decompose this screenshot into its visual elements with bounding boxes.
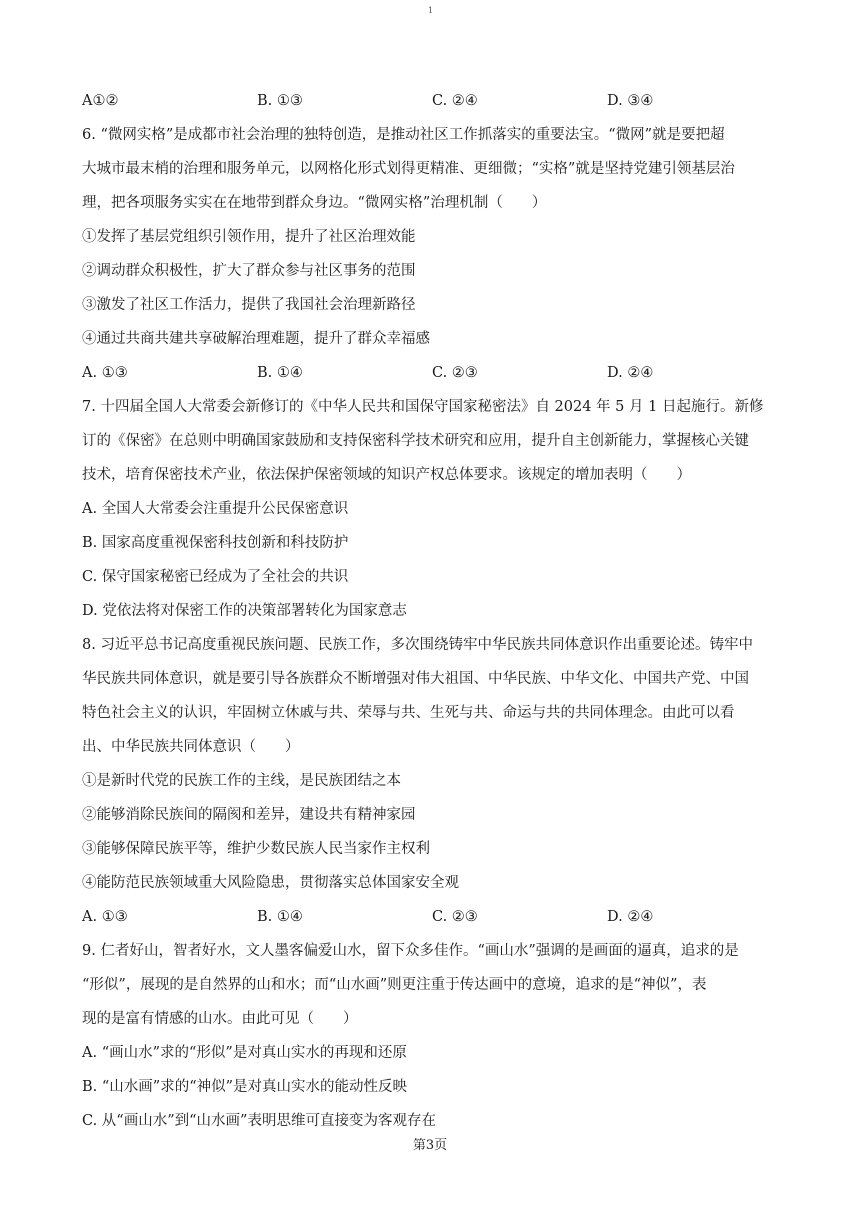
option-b[interactable]: B. “山水画”求的“神似”是对真山实水的能动性反映	[82, 1079, 408, 1095]
question-6-item-3: ③激发了社区工作活力，提供了我国社会治理新路径	[82, 297, 416, 313]
question-7-stem-line-3: 技术，培育保密技术产业，依法保护保密领域的知识产权总体要求。该规定的增加表明（ ）	[82, 467, 691, 483]
option-d[interactable]: D. ②④	[607, 909, 654, 925]
question-6-stem-line-3: 理，把各项服务实实在在地带到群众身边。“微网实格”治理机制（ ）	[82, 195, 547, 211]
question-9-stem-line-3: 现的是富有情感的山水。由此可见（ ）	[82, 1011, 358, 1027]
question-6	[82, 118, 782, 390]
option-c[interactable]: C. ②③	[432, 365, 478, 381]
question-8-stem-line-1: 8. 习近平总书记高度重视民族问题、民族工作，多次围绕铸牢中华民族共同体意识作出重要论述。铸牢中	[82, 637, 753, 653]
option-b[interactable]: B. ①③	[257, 93, 303, 109]
question-8-stem-line-2: 华民族共同体意识，就是要引导各族群众不断增强对伟大祖国、中华民族、中华文化、中国共产党、中国	[82, 671, 749, 687]
option-a[interactable]: A. ①③	[82, 909, 128, 925]
question-6-stem-line-2: 大城市最末梢的治理和服务单元，以网格化形式划得更精准、更细微；“实格”就是坚持党建引领基层治	[82, 161, 735, 177]
question-6-options	[82, 356, 782, 390]
option-b[interactable]: B. ①④	[257, 909, 303, 925]
previous-question-options	[82, 84, 782, 118]
option-a[interactable]: A. 全国人大常委会注重提升公民保密意识	[82, 501, 349, 517]
question-8-item-3: ③能够保障民族平等，维护少数民族人民当家作主权利	[82, 841, 430, 857]
option-a[interactable]: A. “画山水”求的“形似”是对真山实水的再现和还原	[82, 1045, 407, 1061]
option-c[interactable]: C. ②③	[432, 909, 478, 925]
question-8-item-1: ①是新时代党的民族工作的主线，是民族团结之本	[82, 773, 401, 789]
option-c[interactable]: C. 从“画山水”到“山水画”表明思维可直接变为客观存在	[82, 1113, 436, 1129]
option-d[interactable]: D. ②④	[607, 365, 654, 381]
question-8-stem-line-3: 特色社会主义的认识，牢固树立休戚与共、荣辱与共、生死与共、命运与共的共同体理念。由此可以看	[82, 705, 735, 721]
question-6-stem-line-1: 6. “微网实格”是成都市社会治理的独特创造，是推动社区工作抓落实的重要法宝。“微网”就是要把超	[82, 127, 725, 143]
question-7-stem-line-2: 订的《保密》在总则中明确国家鼓励和支持保密科学技术研究和应用，提升自主创新能力，掌握核心关键	[82, 433, 749, 449]
option-c[interactable]: C. 保守国家秘密已经成为了全社会的共识	[82, 569, 349, 585]
option-b[interactable]: B. 国家高度重视保密科技创新和科技防护	[82, 535, 349, 551]
option-c[interactable]: C. ②④	[432, 93, 478, 109]
question-9	[82, 934, 782, 1138]
option-a[interactable]: A①②	[82, 93, 119, 109]
question-9-stem-line-2: “形似”，展现的是自然界的山和水；而“山水画”则更注重于传达画中的意境，追求的是“神似”，表	[82, 977, 707, 993]
question-6-item-4: ④通过共商共建共享破解治理难题，提升了群众幸福感	[82, 331, 430, 347]
header-mark: 1	[428, 6, 434, 15]
page-content	[82, 84, 782, 1138]
option-b[interactable]: B. ①④	[257, 365, 303, 381]
question-6-item-1: ①发挥了基层党组织引领作用，提升了社区治理效能	[82, 229, 416, 245]
question-8-item-4: ④能防范民族领域重大风险隐患，贯彻落实总体国家安全观	[82, 875, 459, 891]
option-d[interactable]: D. ③④	[607, 93, 654, 109]
question-7-stem-line-1: 7. 十四届全国人大常委会新修订的《中华人民共和国保守国家秘密法》自 2024 年 5 月 1 日起施行。新修	[82, 399, 764, 415]
question-8-stem-line-4: 出、中华民族共同体意识（ ）	[82, 739, 300, 755]
question-8	[82, 628, 782, 934]
question-8-item-2: ②能够消除民族间的隔阂和差异，建设共有精神家园	[82, 807, 416, 823]
question-8-options	[82, 900, 782, 934]
option-d[interactable]: D. 党依法将对保密工作的决策部署转化为国家意志	[82, 603, 407, 619]
question-7	[82, 390, 782, 628]
question-9-stem-line-1: 9. 仁者好山，智者好水，文人墨客偏爱山水，留下众多佳作。“画山水”强调的是画面的逼真，追求的是	[82, 943, 739, 959]
page-number: 第3页	[412, 1138, 448, 1153]
question-6-item-2: ②调动群众积极性，扩大了群众参与社区事务的范围	[82, 263, 416, 279]
option-a[interactable]: A. ①③	[82, 365, 128, 381]
